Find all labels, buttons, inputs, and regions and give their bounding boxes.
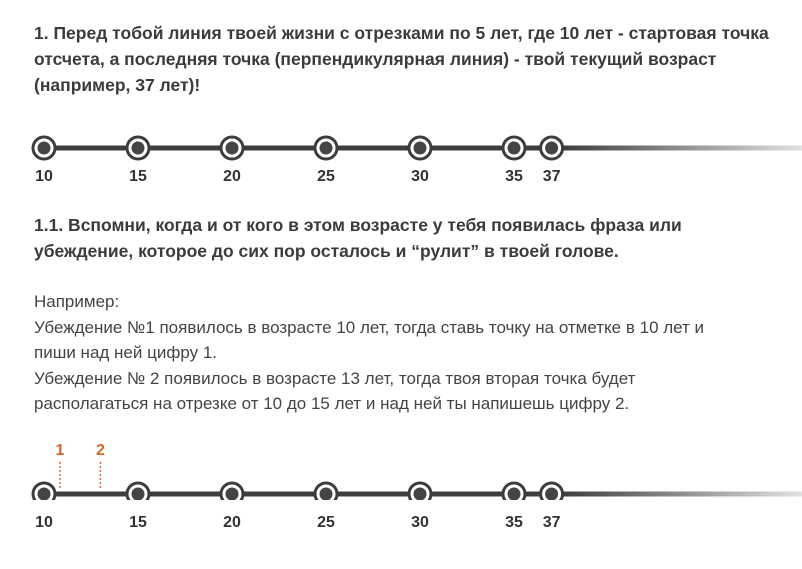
timeline-1-node-dot xyxy=(38,142,51,155)
timeline-1-graphic xyxy=(0,120,802,180)
timeline-1-tick-label: 20 xyxy=(223,168,241,185)
life-timeline-2 xyxy=(0,440,802,531)
example-text xyxy=(34,289,794,417)
timeline-1-node-dot xyxy=(132,142,145,155)
timeline-2-node-dot xyxy=(320,488,333,501)
example-line: Убеждение № 2 появилось в возрасте 13 лет, тогда твоя вторая точка будет xyxy=(34,368,636,388)
timeline-1-tick-label: 30 xyxy=(411,168,429,185)
example-line: пиши над ней цифру 1. xyxy=(34,343,217,362)
step1-heading: 1. Перед тобой линия твоей жизни с отрезками по 5 лет, где 10 лет - стартовая точка отсчета, а последняя точка (перпендикулярная линия) - твой текущий возраст (например, 37 лет)! xyxy=(34,23,769,95)
timeline-1-node-dot xyxy=(508,142,521,155)
timeline-2-node-dot xyxy=(38,488,51,501)
timeline-1-tick-label: 10 xyxy=(35,168,53,185)
timeline-2-tick-label: 35 xyxy=(505,514,523,531)
timeline-2-tick-label: 37 xyxy=(542,514,561,531)
timeline-2-node-dot xyxy=(545,488,558,501)
timeline-2-node-dot xyxy=(226,488,239,501)
timeline-1-node-dot xyxy=(545,142,558,155)
timeline-2-tick-label: 30 xyxy=(411,514,429,531)
timeline-1-line-fade xyxy=(562,146,802,151)
marker-number: 2 xyxy=(95,442,105,459)
timeline-1-node-dot xyxy=(226,142,239,155)
timeline-1-tick-label: 35 xyxy=(505,168,523,185)
step2-heading: 1.1. Вспомни, когда и от кого в этом возрасте у тебя появилась фраза или убеждение, которое до сих пор осталось и “рулит” в твоей голове. xyxy=(34,215,682,261)
timeline-1-node-dot xyxy=(414,142,427,155)
timeline-1-tick-label: 37 xyxy=(542,168,561,185)
timeline-2-tick-label: 25 xyxy=(317,514,335,531)
timeline-2-tick-label: 10 xyxy=(35,514,53,531)
example-line: Например: xyxy=(34,292,120,311)
timeline-2-graphic xyxy=(0,440,802,500)
timeline-2-node-dot xyxy=(132,488,145,501)
timeline-2-line-fade xyxy=(562,492,802,497)
life-timeline-1 xyxy=(0,120,802,200)
timeline-2-node-dot xyxy=(414,488,427,501)
timeline-2-tick-label: 15 xyxy=(129,514,147,531)
timeline-1-tick-label: 15 xyxy=(129,168,147,185)
example-line: располагаться на отрезке от 10 до 15 лет и над ней ты напишешь цифру 2. xyxy=(34,394,630,413)
timeline-2-node-dot xyxy=(508,488,521,501)
timeline-1-tick-label: 25 xyxy=(317,168,335,185)
marker-number: 1 xyxy=(55,442,65,459)
timeline-2-tick-label: 20 xyxy=(223,514,241,531)
timeline-1-node-dot xyxy=(320,142,333,155)
example-line: Убеждение №1 появилось в возрасте 10 лет, тогда ставь точку на отметке в 10 лет и xyxy=(34,317,705,337)
